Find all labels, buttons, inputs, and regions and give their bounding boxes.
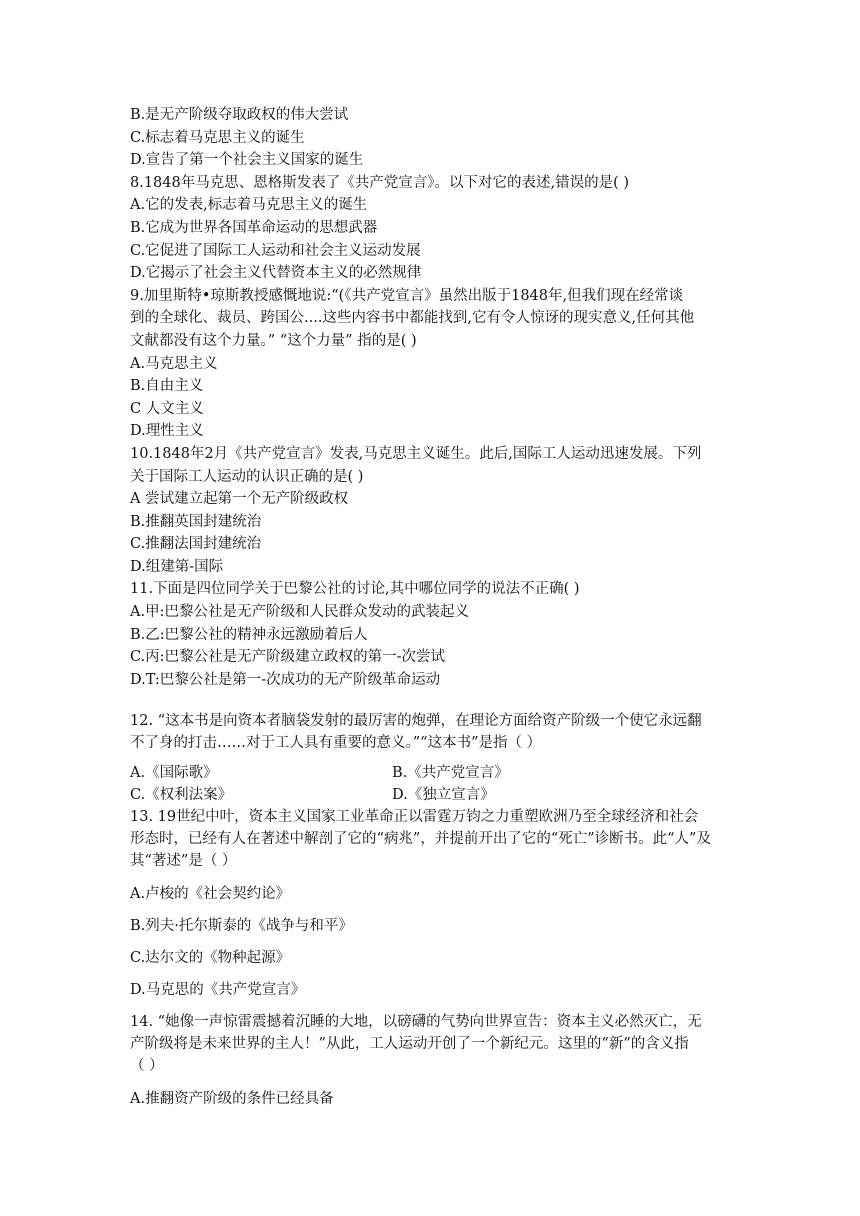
question-12-stem-line: 12. “这本书是向资本者脑袋发射的最厉害的炮弹，在理论方面给资产阶级一个使它永远翻 <box>130 713 702 729</box>
question-14 <box>130 1011 740 1110</box>
option-line: A 尝试建立起第一个无产阶级政权 <box>130 491 349 508</box>
question-9-stem-line: 文献都没有这个力量。” “这个力量” 指的是( ) <box>130 332 417 349</box>
option-line: B.它成为世界各国革命运动的思想武器 <box>130 219 378 236</box>
question-9-stem-line: 到的全球化、裁员、跨国公....这些内容书中都能找到,它有令人惊讶的现实意义,任何其他 <box>130 310 695 327</box>
question-14-stem-line: 14. “她像一声惊雷震撼着沉睡的大地，以磅礴的气势向世界宣告：资本主义必然灭亡，无 <box>130 1014 702 1030</box>
option-row <box>130 762 740 784</box>
option-c: C.达尔文的《物种起源》 <box>130 950 291 966</box>
option-c: C.《权利法案》 <box>130 787 233 803</box>
question-13-stem-line: 13. 19世纪中叶，资本主义国家工业革命正以雷霆万钧之力重塑欧洲乃至全球经济和社会 <box>130 809 699 825</box>
option-line: C.推翻法国封建统治 <box>130 536 262 553</box>
option-line: D.宣告了第一个社会主义国家的诞生 <box>130 152 364 169</box>
option-d: D.《独立宣言》 <box>392 787 495 803</box>
question-10-stem-line: 关于国际工人运动的认识正确的是( ) <box>130 468 364 485</box>
question-14-stem-line: （ ） <box>130 1058 164 1074</box>
option-b: B.列夫·托尔斯泰的《战争与和平》 <box>130 918 353 934</box>
option-d: D.马克思的《共产党宣言》 <box>130 982 306 998</box>
option-b: B.《共产党宣言》 <box>392 765 509 781</box>
question-9-stem-line: 9.加里斯特•琼斯教授感慨地说:“(《共产党宣言》虽然出版于1848年,但我们现在经常谈 <box>130 287 684 304</box>
option-line: D.组建第-国际 <box>130 558 224 575</box>
question-13-stem-line: 形态时，已经有人在著述中解剖了它的“病兆”，并提前开出了它的“死亡”诊断书。此“人”及 <box>130 831 711 847</box>
option-a: A.卢梭的《社会契约论》 <box>130 886 291 902</box>
question-13 <box>130 806 740 1001</box>
option-row <box>130 784 740 806</box>
option-line: B.推翻英国封建统治 <box>130 513 262 530</box>
option-line: C.它促进了国际工人运动和社会主义运动发展 <box>130 242 421 259</box>
option-line: C 人文主义 <box>130 400 204 417</box>
option-line: C.丙:巴黎公社是无产阶级建立政权的第一-次尝试 <box>130 649 445 666</box>
option-line: C.标志着马克思主义的诞生 <box>130 129 305 146</box>
option-line: D.理性主义 <box>130 423 204 440</box>
question-12 <box>130 710 740 806</box>
questions-7-to-11 <box>130 104 740 691</box>
option-line: A.它的发表,标志着马克思主义的诞生 <box>130 197 368 214</box>
question-8-stem: 8.1848年马克思、恩格斯发表了《共产党宣言》。以下对它的表述,错误的是( ) <box>130 174 630 191</box>
option-a: A.推翻资产阶级的条件已经具备 <box>130 1091 334 1107</box>
option-line: B.自由主义 <box>130 378 204 395</box>
option-line: D.它揭示了社会主义代替资本主义的必然规律 <box>130 265 422 282</box>
question-13-stem-line: 其“著述”是（ ） <box>130 853 237 869</box>
question-14-stem-line: 产阶级将是未来世界的主人！”从此，工人运动开创了一个新纪元。这里的“新”的含义指 <box>130 1036 689 1052</box>
question-11-stem: 11.下面是四位同学关于巴黎公社的讨论,其中哪位同学的说法不正确( ) <box>130 581 580 598</box>
question-10-stem-line: 10.1848年2月《共产党宣言》发表,马克思主义诞生。此后,国际工人运动迅速发展。下列 <box>130 445 702 462</box>
questions-12-to-14 <box>130 710 740 1120</box>
option-line: A.甲:巴黎公社是无产阶级和人民群众发动的武装起义 <box>130 604 469 621</box>
option-a: A.《国际歌》 <box>130 765 218 781</box>
option-line: D.T:巴黎公社是第一-次成功的无产阶级革命运动 <box>130 671 441 688</box>
option-line: B.是无产阶级夺取政权的伟大尝试 <box>130 107 349 123</box>
question-12-stem-line: 不了身的打击……对于工人具有重要的意义。”“这本书”是指（ ） <box>130 735 542 751</box>
option-line: B.乙:巴黎公社的精神永远激励着后人 <box>130 626 368 643</box>
option-line: A.马克思主义 <box>130 355 218 372</box>
